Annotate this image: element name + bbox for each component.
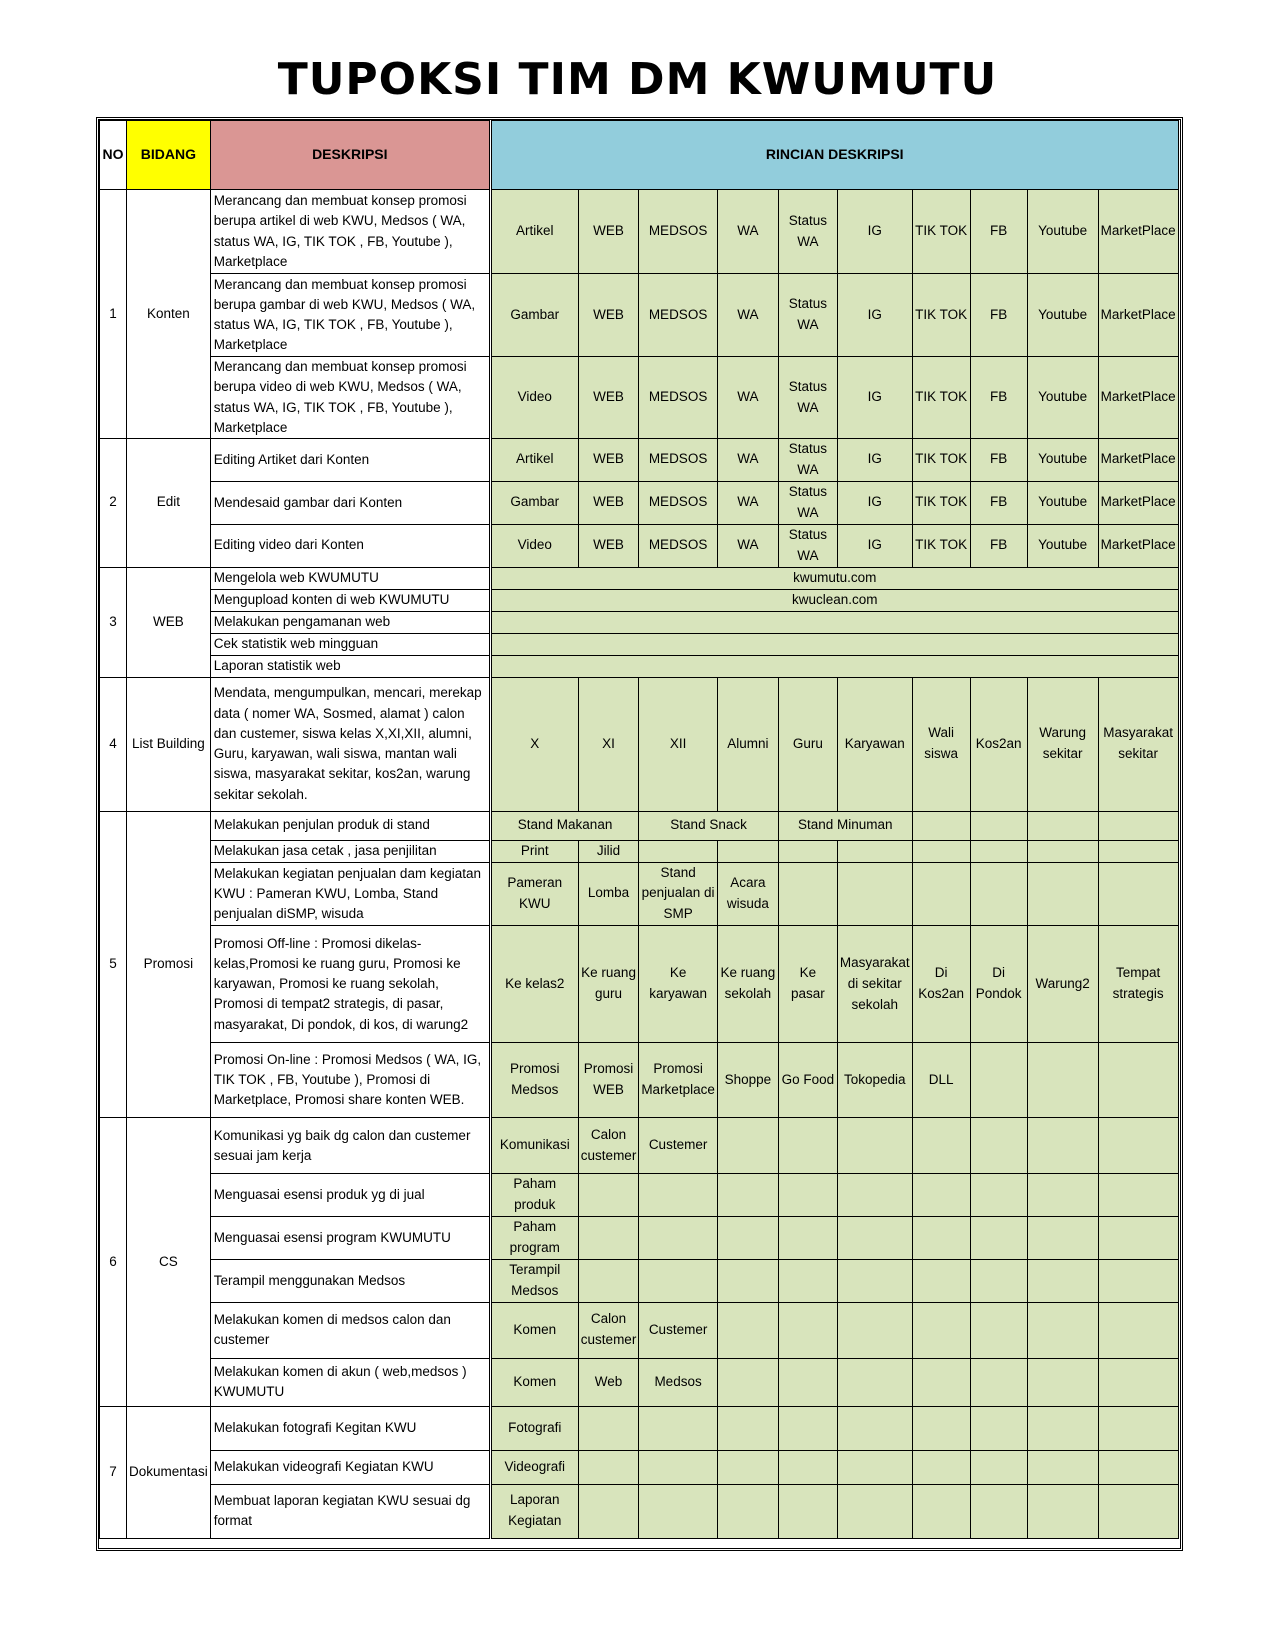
detail-cell: Paham produk <box>490 1174 578 1217</box>
detail-cell <box>1027 1358 1098 1406</box>
detail-cell: Ke ruang guru <box>578 926 639 1043</box>
detail-cell: Di Pondok <box>970 926 1027 1043</box>
detail-cell <box>912 1217 970 1260</box>
web-domain-cell: kwuclean.com <box>490 589 1178 611</box>
detail-cell: IG <box>837 524 912 567</box>
detail-cell: Pameran KWU <box>490 862 578 926</box>
detail-cell <box>970 1450 1027 1484</box>
detail-cell <box>837 1259 912 1302</box>
detail-cell: Wali siswa <box>912 677 970 811</box>
detail-cell: Tempat strategis <box>1098 926 1178 1043</box>
detail-cell <box>778 1484 837 1538</box>
detail-cell <box>578 1450 639 1484</box>
stand-cell: Stand Snack <box>639 811 779 840</box>
detail-cell: MarketPlace <box>1098 274 1178 357</box>
table-row <box>100 1043 1179 1118</box>
detail-cell <box>1027 811 1098 840</box>
description-cell: Merancang dan membuat konsep promosi berupa gambar di web KWU, Medsos ( WA, status WA, IG, TIK TOK , FB, Youtube ), Marketplace <box>210 274 490 357</box>
detail-cell <box>837 1450 912 1484</box>
table-row <box>100 439 1179 482</box>
description-cell: Melakukan kegiatan penjualan dam kegiatan KWU : Pameran KWU, Lomba, Stand penjualan diSMP, wisuda <box>210 862 490 926</box>
detail-cell: MEDSOS <box>639 190 718 274</box>
web-domain-cell <box>490 655 1178 677</box>
description-cell: Melakukan pengamanan web <box>210 611 490 633</box>
detail-cell: Status WA <box>778 481 837 524</box>
table-row <box>100 1484 1179 1538</box>
detail-cell <box>1027 1043 1098 1118</box>
detail-cell: Shoppe <box>717 1043 778 1118</box>
detail-cell: IG <box>837 274 912 357</box>
table-row <box>100 1217 1179 1260</box>
detail-cell <box>778 1118 837 1174</box>
detail-cell: WEB <box>578 190 639 274</box>
detail-cell <box>1098 1406 1178 1450</box>
detail-cell: Youtube <box>1027 481 1098 524</box>
detail-cell: MarketPlace <box>1098 481 1178 524</box>
detail-cell: MEDSOS <box>639 481 718 524</box>
section-bidang: Konten <box>127 190 211 439</box>
table-row <box>100 633 1179 655</box>
detail-cell <box>912 840 970 862</box>
detail-cell <box>639 1406 718 1450</box>
detail-cell: XI <box>578 677 639 811</box>
detail-cell <box>717 840 778 862</box>
detail-cell <box>1098 811 1178 840</box>
detail-cell: MEDSOS <box>639 524 718 567</box>
table-body <box>100 190 1179 1539</box>
detail-cell <box>912 1174 970 1217</box>
tupoksi-table <box>99 120 1179 1539</box>
detail-cell: Jilid <box>578 840 639 862</box>
detail-cell: Laporan Kegiatan <box>490 1484 578 1538</box>
detail-cell <box>1098 1358 1178 1406</box>
detail-cell: Gambar <box>490 274 578 357</box>
table-row <box>100 567 1179 589</box>
page-title: TUPOKSI TIM DM KWUMUTU <box>277 54 998 105</box>
detail-cell: Youtube <box>1027 274 1098 357</box>
detail-cell: FB <box>970 190 1027 274</box>
detail-cell: WA <box>717 439 778 482</box>
detail-cell <box>717 1358 778 1406</box>
detail-cell: IG <box>837 481 912 524</box>
table-row <box>100 840 1179 862</box>
table-row <box>100 926 1179 1043</box>
detail-cell <box>1027 862 1098 926</box>
table-row <box>100 1450 1179 1484</box>
web-domain-cell: kwumutu.com <box>490 567 1178 589</box>
detail-cell <box>837 1174 912 1217</box>
description-cell: Melakukan komen di akun ( web,medsos ) KWUMUTU <box>210 1358 490 1406</box>
detail-cell <box>578 1484 639 1538</box>
description-cell: Editing Artiket dari Konten <box>210 439 490 482</box>
detail-cell: Status WA <box>778 439 837 482</box>
detail-cell <box>1098 1217 1178 1260</box>
section-bidang: CS <box>127 1118 211 1407</box>
detail-cell <box>639 1174 718 1217</box>
detail-cell: FB <box>970 439 1027 482</box>
description-cell: Mendesaid gambar dari Konten <box>210 481 490 524</box>
detail-cell <box>717 1259 778 1302</box>
table-row <box>100 811 1179 840</box>
description-cell: Menguasai esensi program KWUMUTU <box>210 1217 490 1260</box>
detail-cell <box>717 1174 778 1217</box>
description-cell: Melakukan penjulan produk di stand <box>210 811 490 840</box>
detail-cell: Status WA <box>778 357 837 439</box>
detail-cell: IG <box>837 439 912 482</box>
detail-cell: FB <box>970 274 1027 357</box>
detail-cell <box>970 840 1027 862</box>
detail-cell <box>639 1450 718 1484</box>
detail-cell: Artikel <box>490 439 578 482</box>
detail-cell: MarketPlace <box>1098 439 1178 482</box>
table-row <box>100 1406 1179 1450</box>
detail-cell <box>778 1174 837 1217</box>
detail-cell: MarketPlace <box>1098 357 1178 439</box>
detail-cell: Warung sekitar <box>1027 677 1098 811</box>
detail-cell: TIK TOK <box>912 357 970 439</box>
detail-cell: FB <box>970 357 1027 439</box>
section-bidang: Dokumentasi <box>127 1406 211 1538</box>
detail-cell <box>578 1259 639 1302</box>
detail-cell: Custemer <box>639 1118 718 1174</box>
detail-cell <box>912 811 970 840</box>
description-cell: Merancang dan membuat konsep promosi berupa video di web KWU, Medsos ( WA, status WA, IG, TIK TOK , FB, Youtube ), Marketplace <box>210 357 490 439</box>
section-number: 3 <box>100 567 127 677</box>
detail-cell: Gambar <box>490 481 578 524</box>
detail-cell: FB <box>970 524 1027 567</box>
detail-cell <box>1027 1406 1098 1450</box>
detail-cell <box>1027 1118 1098 1174</box>
detail-cell <box>837 1217 912 1260</box>
detail-cell: TIK TOK <box>912 274 970 357</box>
table-row <box>100 1259 1179 1302</box>
description-cell: Komunikasi yg baik dg calon dan custemer sesuai jam kerja <box>210 1118 490 1174</box>
detail-cell: XII <box>639 677 718 811</box>
detail-cell: Custemer <box>639 1302 718 1358</box>
section-bidang: WEB <box>127 567 211 677</box>
detail-cell: Status WA <box>778 274 837 357</box>
description-cell: Editing video dari Konten <box>210 524 490 567</box>
detail-cell <box>970 1406 1027 1450</box>
detail-cell <box>970 1358 1027 1406</box>
detail-cell: MEDSOS <box>639 357 718 439</box>
stand-cell: Stand Minuman <box>778 811 912 840</box>
detail-cell <box>1098 1450 1178 1484</box>
detail-cell <box>1027 1484 1098 1538</box>
detail-cell: Promosi WEB <box>578 1043 639 1118</box>
header-bidang: BIDANG <box>127 121 211 190</box>
detail-cell: Komen <box>490 1358 578 1406</box>
description-cell: Mendata, mengumpulkan, mencari, merekap data ( nomer WA, Sosmed, alamat ) calon dan custemer, siswa kelas X,XI,XII, alumni, Guru, karyawan, wali siswa, mantan wali siswa, masyarakat sekitar, kos2an, warung sekitar sekolah. <box>210 677 490 811</box>
detail-cell: IG <box>837 190 912 274</box>
detail-cell: Masyarakat di sekitar sekolah <box>837 926 912 1043</box>
detail-cell: Youtube <box>1027 524 1098 567</box>
detail-cell <box>970 1174 1027 1217</box>
table-row <box>100 862 1179 926</box>
detail-cell <box>1098 1484 1178 1538</box>
detail-cell <box>970 1302 1027 1358</box>
detail-cell: MarketPlace <box>1098 524 1178 567</box>
table-row <box>100 524 1179 567</box>
detail-cell: Ke ruang sekolah <box>717 926 778 1043</box>
description-cell: Melakukan jasa cetak , jasa penjilitan <box>210 840 490 862</box>
detail-cell: Komen <box>490 1302 578 1358</box>
detail-cell: Di Kos2an <box>912 926 970 1043</box>
detail-cell: Video <box>490 357 578 439</box>
table-row <box>100 357 1179 439</box>
section-number: 5 <box>100 811 127 1118</box>
detail-cell <box>578 1217 639 1260</box>
description-cell: Melakukan fotografi Kegitan KWU <box>210 1406 490 1450</box>
detail-cell <box>717 1217 778 1260</box>
description-cell: Promosi On-line : Promosi Medsos ( WA, IG, TIK TOK , FB, Youtube ), Promosi di Marketplace, Promosi share konten WEB. <box>210 1043 490 1118</box>
detail-cell: WEB <box>578 357 639 439</box>
detail-cell: Artikel <box>490 190 578 274</box>
detail-cell: WA <box>717 274 778 357</box>
section-number: 6 <box>100 1118 127 1407</box>
description-cell: Mengupload konten di web KWUMUTU <box>210 589 490 611</box>
detail-cell <box>578 1174 639 1217</box>
header-no: NO <box>100 121 127 190</box>
detail-cell: Videografi <box>490 1450 578 1484</box>
detail-cell <box>1098 1174 1178 1217</box>
table-row <box>100 190 1179 274</box>
detail-cell: Acara wisuda <box>717 862 778 926</box>
detail-cell <box>778 1450 837 1484</box>
detail-cell <box>717 1406 778 1450</box>
table-row <box>100 1302 1179 1358</box>
detail-cell: Ke kelas2 <box>490 926 578 1043</box>
detail-cell <box>837 1118 912 1174</box>
section-number: 4 <box>100 677 127 811</box>
table-row <box>100 1174 1179 1217</box>
description-cell: Cek statistik web mingguan <box>210 633 490 655</box>
detail-cell <box>837 840 912 862</box>
detail-cell <box>912 1484 970 1538</box>
detail-cell: Youtube <box>1027 190 1098 274</box>
detail-cell <box>717 1484 778 1538</box>
detail-cell <box>639 1217 718 1260</box>
detail-cell <box>912 1302 970 1358</box>
detail-cell <box>578 1406 639 1450</box>
section-number: 1 <box>100 190 127 439</box>
detail-cell: Terampil Medsos <box>490 1259 578 1302</box>
detail-cell: Fotografi <box>490 1406 578 1450</box>
detail-cell <box>837 862 912 926</box>
detail-cell: Promosi Medsos <box>490 1043 578 1118</box>
detail-cell <box>837 1302 912 1358</box>
description-cell: Merancang dan membuat konsep promosi berupa artikel di web KWU, Medsos ( WA, status WA, IG, TIK TOK , FB, Youtube ), Marketplace <box>210 190 490 274</box>
detail-cell: WA <box>717 481 778 524</box>
header-rincian: RINCIAN DESKRIPSI <box>490 121 1178 190</box>
detail-cell <box>1027 1174 1098 1217</box>
detail-cell: Status WA <box>778 190 837 274</box>
detail-cell <box>778 840 837 862</box>
detail-cell <box>778 1358 837 1406</box>
section-number: 2 <box>100 439 127 568</box>
detail-cell <box>970 1259 1027 1302</box>
detail-cell: Ke karyawan <box>639 926 718 1043</box>
detail-cell <box>912 1450 970 1484</box>
detail-cell <box>717 1118 778 1174</box>
detail-cell <box>837 1484 912 1538</box>
detail-cell: Video <box>490 524 578 567</box>
detail-cell: Ke pasar <box>778 926 837 1043</box>
detail-cell <box>717 1302 778 1358</box>
detail-cell <box>912 1406 970 1450</box>
header-deskripsi: DESKRIPSI <box>210 121 490 190</box>
detail-cell <box>837 1358 912 1406</box>
detail-cell <box>912 1259 970 1302</box>
detail-cell <box>1027 1450 1098 1484</box>
detail-cell: IG <box>837 357 912 439</box>
table-row <box>100 655 1179 677</box>
detail-cell: DLL <box>912 1043 970 1118</box>
detail-cell: WA <box>717 357 778 439</box>
detail-cell <box>1098 1043 1178 1118</box>
detail-cell <box>912 862 970 926</box>
detail-cell: MarketPlace <box>1098 190 1178 274</box>
detail-cell <box>970 1043 1027 1118</box>
detail-cell: Karyawan <box>837 677 912 811</box>
web-domain-cell <box>490 633 1178 655</box>
detail-cell: Alumni <box>717 677 778 811</box>
detail-cell <box>1027 1302 1098 1358</box>
detail-cell <box>970 862 1027 926</box>
detail-cell: TIK TOK <box>912 439 970 482</box>
detail-cell <box>837 1406 912 1450</box>
detail-cell <box>639 1259 718 1302</box>
detail-cell <box>778 1259 837 1302</box>
detail-cell: Kos2an <box>970 677 1027 811</box>
detail-cell: Print <box>490 840 578 862</box>
description-cell: Terampil menggunakan Medsos <box>210 1259 490 1302</box>
detail-cell: Promosi Marketplace <box>639 1043 718 1118</box>
detail-cell: WA <box>717 524 778 567</box>
section-bidang: Edit <box>127 439 211 568</box>
detail-cell <box>970 1217 1027 1260</box>
description-cell: Laporan statistik web <box>210 655 490 677</box>
detail-cell: WEB <box>578 439 639 482</box>
detail-cell: Go Food <box>778 1043 837 1118</box>
detail-cell: X <box>490 677 578 811</box>
table-row <box>100 274 1179 357</box>
description-cell: Membuat laporan kegiatan KWU sesuai dg format <box>210 1484 490 1538</box>
detail-cell: Paham program <box>490 1217 578 1260</box>
table-row <box>100 611 1179 633</box>
detail-cell <box>639 840 718 862</box>
detail-cell: Tokopedia <box>837 1043 912 1118</box>
detail-cell: TIK TOK <box>912 481 970 524</box>
detail-cell <box>778 1302 837 1358</box>
detail-cell <box>912 1118 970 1174</box>
stand-cell: Stand Makanan <box>490 811 639 840</box>
detail-cell: Lomba <box>578 862 639 926</box>
section-number: 7 <box>100 1406 127 1538</box>
detail-cell <box>778 862 837 926</box>
detail-cell: Status WA <box>778 524 837 567</box>
table-row <box>100 1118 1179 1174</box>
section-bidang: List Building <box>127 677 211 811</box>
section-bidang: Promosi <box>127 811 211 1118</box>
detail-cell: Warung2 <box>1027 926 1098 1043</box>
detail-cell: Medsos <box>639 1358 718 1406</box>
detail-cell: Guru <box>778 677 837 811</box>
detail-cell <box>1098 1259 1178 1302</box>
detail-cell: MEDSOS <box>639 439 718 482</box>
detail-cell: WEB <box>578 524 639 567</box>
detail-cell: TIK TOK <box>912 524 970 567</box>
description-cell: Menguasai esensi produk yg di jual <box>210 1174 490 1217</box>
detail-cell: WA <box>717 190 778 274</box>
header-row <box>100 121 1179 190</box>
detail-cell <box>778 1406 837 1450</box>
detail-cell <box>1027 840 1098 862</box>
table-row <box>100 589 1179 611</box>
description-cell: Melakukan videografi Kegiatan KWU <box>210 1450 490 1484</box>
description-cell: Melakukan komen di medsos calon dan custemer <box>210 1302 490 1358</box>
detail-cell: TIK TOK <box>912 190 970 274</box>
detail-cell: Youtube <box>1027 357 1098 439</box>
detail-cell <box>970 1484 1027 1538</box>
detail-cell: Calon custemer <box>578 1302 639 1358</box>
detail-cell: Stand penjualan di SMP <box>639 862 718 926</box>
detail-cell: WEB <box>578 481 639 524</box>
detail-cell <box>1098 862 1178 926</box>
detail-cell: Masyarakat sekitar <box>1098 677 1178 811</box>
detail-cell: WEB <box>578 274 639 357</box>
detail-cell <box>778 1217 837 1260</box>
description-cell: Promosi Off-line : Promosi dikelas-kelas,Promosi ke ruang guru, Promosi ke karyawan, Promosi ke ruang sekolah, Promosi di tempat2 strategis, di pasar, masyarakat, Di pondok, di kos, di warung2 <box>210 926 490 1043</box>
detail-cell: Calon custemer <box>578 1118 639 1174</box>
description-cell: Mengelola web KWUMUTU <box>210 567 490 589</box>
detail-cell <box>1098 1302 1178 1358</box>
detail-cell: Komunikasi <box>490 1118 578 1174</box>
detail-cell: Web <box>578 1358 639 1406</box>
table-row <box>100 481 1179 524</box>
detail-cell <box>1027 1259 1098 1302</box>
detail-cell: FB <box>970 481 1027 524</box>
detail-cell <box>1098 1118 1178 1174</box>
detail-cell <box>912 1358 970 1406</box>
web-domain-cell <box>490 611 1178 633</box>
detail-cell <box>717 1450 778 1484</box>
detail-cell <box>970 811 1027 840</box>
detail-cell <box>1027 1217 1098 1260</box>
detail-cell <box>639 1484 718 1538</box>
detail-cell: Youtube <box>1027 439 1098 482</box>
detail-cell <box>970 1118 1027 1174</box>
detail-cell <box>1098 840 1178 862</box>
table-row <box>100 677 1179 811</box>
detail-cell: MEDSOS <box>639 274 718 357</box>
table-row <box>100 1358 1179 1406</box>
